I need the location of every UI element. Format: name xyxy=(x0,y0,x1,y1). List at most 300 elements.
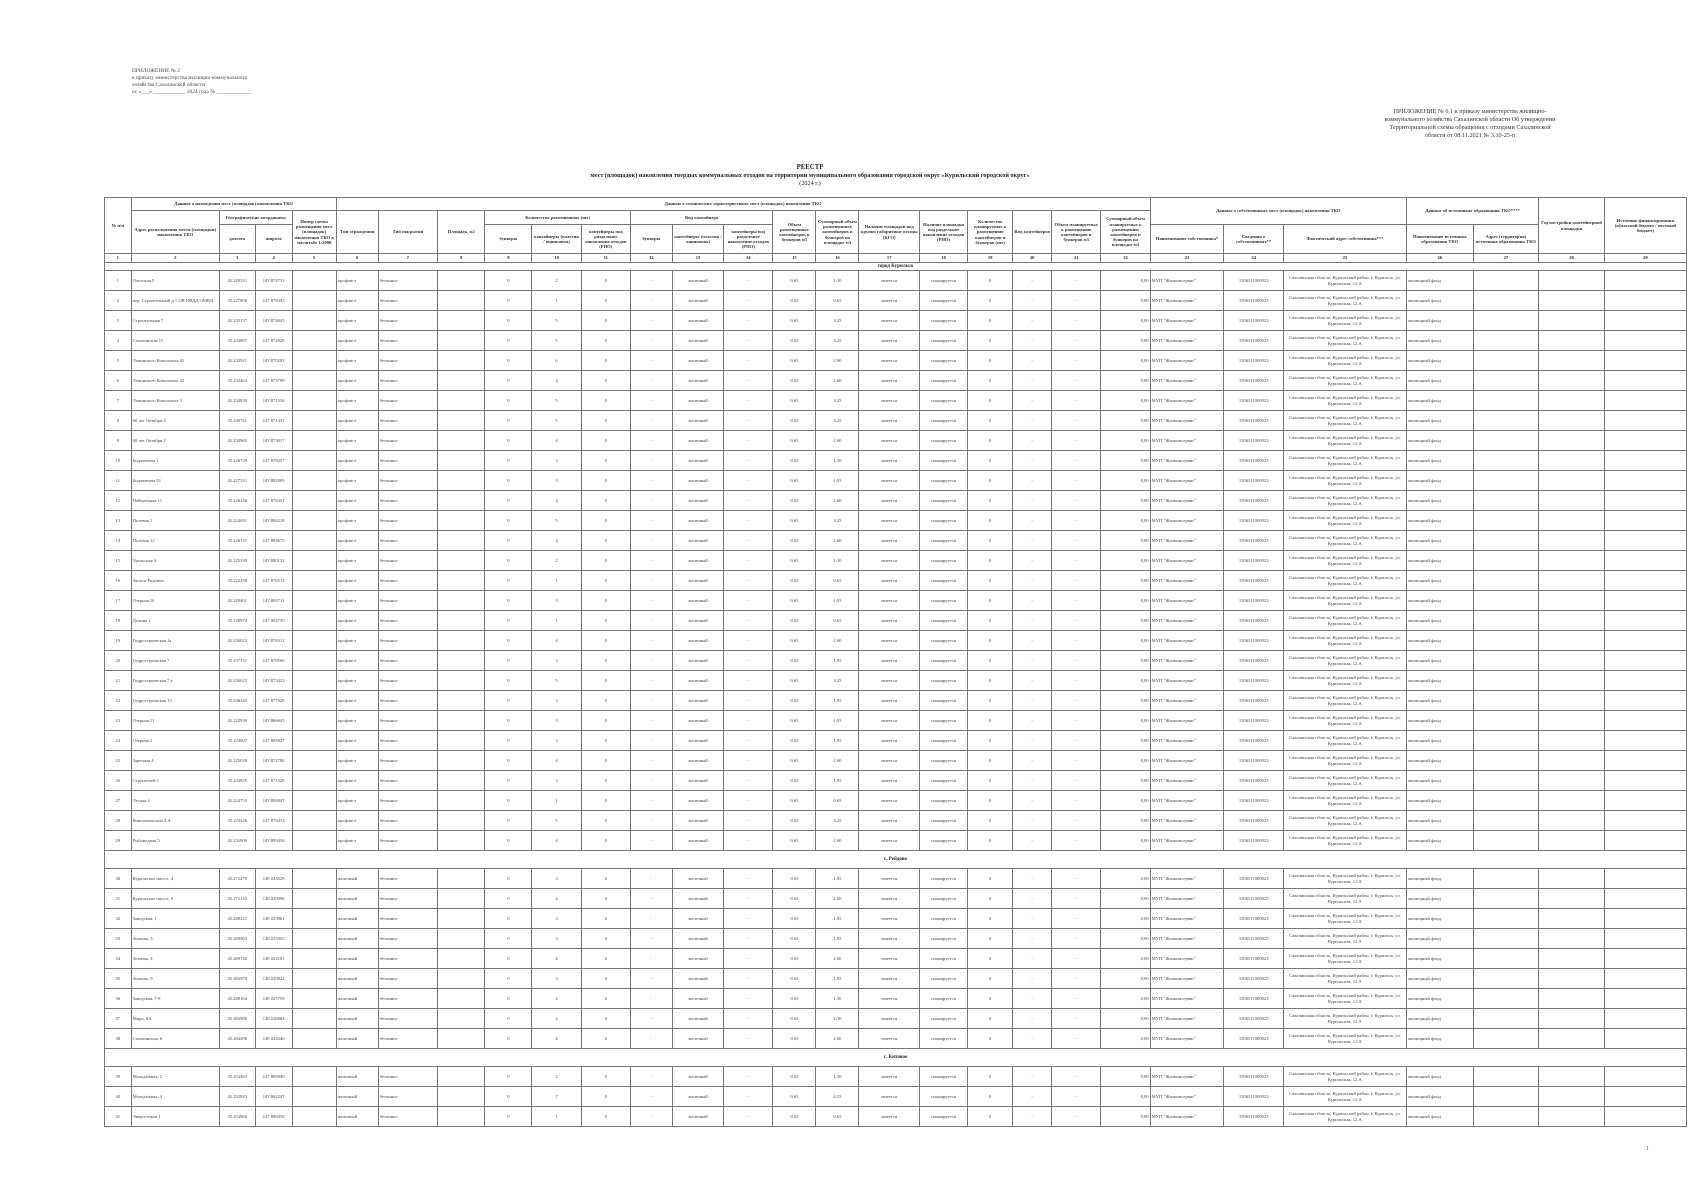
row-owner-info: 1506511000023 xyxy=(1224,671,1283,691)
row-bunker-type: - xyxy=(630,889,672,909)
row-volume-total: 2,60 xyxy=(816,531,859,551)
row-funding xyxy=(1604,869,1686,889)
table-row xyxy=(105,551,1687,571)
row-bunkers: 0 xyxy=(485,811,532,831)
row-cover: бетонное xyxy=(378,671,437,691)
row-build-year xyxy=(1539,989,1605,1009)
row-source-address xyxy=(1473,731,1539,751)
row-address: Гидростроевская 7 а xyxy=(131,671,219,691)
row-plan-volume: - xyxy=(1052,909,1101,929)
title-registry: РЕЕСТР xyxy=(796,164,824,171)
row-rno-area: планируется xyxy=(919,751,967,771)
table-row xyxy=(105,751,1687,771)
row-scheme xyxy=(292,869,336,889)
row-bunker-type: - xyxy=(630,1087,672,1107)
row-build-year xyxy=(1539,771,1605,791)
approval-stamp-right xyxy=(1350,108,1590,140)
row-build-year xyxy=(1539,909,1605,929)
row-scheme xyxy=(292,471,336,491)
row-area xyxy=(438,571,485,591)
row-volume-placed: 0,65 xyxy=(773,889,816,909)
row-longitude: 148.025955 xyxy=(255,929,292,949)
row-owner-info: 1506511000023 xyxy=(1224,351,1283,371)
row-owner: МУП "Жилкомсервис" xyxy=(1150,811,1224,831)
row-latitude: 45.222258 xyxy=(219,571,255,591)
row-owner-address: Сахалинская область, Курильский район, г. Курильск, ул. Курильская, 12 А xyxy=(1283,831,1406,851)
row-plan-volume: - xyxy=(1052,1067,1101,1087)
row-kgo: имеется xyxy=(859,411,919,431)
row-source: жилищный фонд xyxy=(1406,291,1473,311)
row-plan-volume: - xyxy=(1052,271,1101,291)
row-containers: 5 xyxy=(532,671,581,691)
row-container-type: железный xyxy=(672,591,723,611)
row-number: 35 xyxy=(105,969,132,989)
row-cover: бетонное xyxy=(378,949,437,969)
row-owner: МУП "Жилкомсервис" xyxy=(1150,451,1224,471)
row-owner-address: Сахалинская область, Курильский район, г. Курильск, ул. Курильская, 12 А xyxy=(1283,511,1406,531)
row-volume-total: 1,30 xyxy=(816,989,859,1009)
row-containers: 1 xyxy=(532,571,581,591)
row-container-rno-type: - xyxy=(724,511,773,531)
row-volume-placed: 0,65 xyxy=(773,671,816,691)
row-fence: железный xyxy=(336,949,378,969)
row-owner: МУП "Жилкомсервис" xyxy=(1150,929,1224,949)
row-plan-volume: - xyxy=(1052,331,1101,351)
approval-right-line: ПРИЛОЖЕНИЕ № 6.1 к приказу министерства жилищно- xyxy=(1393,108,1547,115)
row-volume-placed: 0,65 xyxy=(773,929,816,949)
row-cover: бетонное xyxy=(378,791,437,811)
column-number: 29 xyxy=(1604,254,1686,263)
row-plan-volume: - xyxy=(1052,989,1101,1009)
row-funding xyxy=(1604,1009,1686,1029)
row-container-type: железный xyxy=(672,1087,723,1107)
row-plan-qty: 0 xyxy=(968,869,1013,889)
row-container-rno-type: - xyxy=(724,411,773,431)
row-volume-total: 3,25 xyxy=(816,511,859,531)
row-container-rno-type: - xyxy=(724,889,773,909)
row-containers: 4 xyxy=(532,431,581,451)
row-volume-placed: 0,65 xyxy=(773,631,816,651)
row-owner: МУП "Жилкомсервис" xyxy=(1150,989,1224,1009)
row-longitude: 148.026804 xyxy=(255,1009,292,1029)
row-rno-area: планируется xyxy=(919,531,967,551)
row-address: Заводская, 7-9 xyxy=(131,989,219,1009)
row-kgo: имеется xyxy=(859,691,919,711)
row-source-address xyxy=(1473,591,1539,611)
row-source-address xyxy=(1473,571,1539,591)
table-row xyxy=(105,531,1687,551)
row-latitude: 45.272479 xyxy=(219,869,255,889)
row-owner-address: Сахалинская область, Курильский район, г. Курильск, ул. Курильская, 12 А xyxy=(1283,351,1406,371)
row-volume-total: 3,90 xyxy=(816,351,859,371)
row-source-address xyxy=(1473,471,1539,491)
row-plan-qty: 0 xyxy=(968,551,1013,571)
row-kgo: имеется xyxy=(859,631,919,651)
row-build-year xyxy=(1539,431,1605,451)
row-containers: 2 xyxy=(532,271,581,291)
row-area xyxy=(438,611,485,631)
table-row xyxy=(105,949,1687,969)
row-bunkers: 0 xyxy=(485,571,532,591)
row-source-address xyxy=(1473,929,1539,949)
row-owner-address: Сахалинская область, Курильский район, г. Курильск, ул. Курильская, 12 А xyxy=(1283,1009,1406,1029)
row-cover: бетонное xyxy=(378,909,437,929)
row-number: 28 xyxy=(105,811,132,831)
row-cover: бетонное xyxy=(378,1087,437,1107)
row-plan-total: 0,00 xyxy=(1101,1087,1150,1107)
row-containers: 2 xyxy=(532,1067,581,1087)
table-row xyxy=(105,1029,1687,1049)
row-owner-info: 1506511000023 xyxy=(1224,571,1283,591)
row-owner-address: Сахалинская область, Курильский район, г. Курильск, ул. Курильская, 12 А xyxy=(1283,791,1406,811)
table-row xyxy=(105,471,1687,491)
row-container-type: железный xyxy=(672,451,723,471)
row-plan-qty: 0 xyxy=(968,771,1013,791)
row-containers-rno: 0 xyxy=(581,671,630,691)
row-address: Курильское шоссе, 8 xyxy=(131,889,219,909)
row-volume-total: 1,30 xyxy=(816,451,859,471)
row-plan-volume: - xyxy=(1052,291,1101,311)
row-plan-type: - xyxy=(1013,371,1052,391)
row-plan-total: 0,00 xyxy=(1101,491,1150,511)
row-plan-volume: - xyxy=(1052,791,1101,811)
row-latitude: 45.225339 xyxy=(219,551,255,571)
row-plan-qty: 0 xyxy=(968,271,1013,291)
header-owner-address: Фактический адрес собственника*** xyxy=(1283,225,1406,254)
row-plan-type: - xyxy=(1013,1009,1052,1029)
row-source: жилищный фонд xyxy=(1406,989,1473,1009)
row-rno-area: планируется xyxy=(919,631,967,651)
row-latitude: 45.233825 xyxy=(219,771,255,791)
table-row xyxy=(105,711,1687,731)
row-fence: профлист xyxy=(336,771,378,791)
row-bunker-type: - xyxy=(630,811,672,831)
row-source: жилищный фонд xyxy=(1406,651,1473,671)
row-scheme xyxy=(292,811,336,831)
row-owner: МУП "Жилкомсервис" xyxy=(1150,331,1224,351)
row-owner: МУП "Жилкомсервис" xyxy=(1150,791,1224,811)
row-source-address xyxy=(1473,791,1539,811)
row-plan-volume: - xyxy=(1052,611,1101,631)
row-kgo: имеется xyxy=(859,671,919,691)
row-containers-rno: 0 xyxy=(581,711,630,731)
row-fence: профлист xyxy=(336,371,378,391)
row-volume-placed: 0,65 xyxy=(773,869,816,889)
row-bunkers: 0 xyxy=(485,431,532,451)
row-bunkers: 0 xyxy=(485,711,532,731)
row-volume-total: 2,60 xyxy=(816,371,859,391)
row-source-address xyxy=(1473,771,1539,791)
row-fence: железный xyxy=(336,909,378,929)
row-owner: МУП "Жилкомсервис" xyxy=(1150,949,1224,969)
row-containers: 5 xyxy=(532,331,581,351)
row-container-rno-type: - xyxy=(724,391,773,411)
row-plan-total: 0,00 xyxy=(1101,471,1150,491)
row-number: 37 xyxy=(105,1009,132,1029)
row-plan-qty: 0 xyxy=(968,909,1013,929)
row-containers: 5 xyxy=(532,311,581,331)
row-owner-info: 1506511000023 xyxy=(1224,811,1283,831)
row-container-rno-type: - xyxy=(724,1009,773,1029)
row-volume-total: 1,95 xyxy=(816,591,859,611)
row-latitude: 45.266979 xyxy=(219,969,255,989)
row-owner-info: 1506511000023 xyxy=(1224,929,1283,949)
table-row xyxy=(105,1087,1687,1107)
row-bunker-type: - xyxy=(630,271,672,291)
row-latitude: 45.224097 xyxy=(219,731,255,751)
row-plan-type: - xyxy=(1013,791,1052,811)
row-owner-address: Сахалинская область, Курильский район, г. Курильск, ул. Курильская, 12 А xyxy=(1283,691,1406,711)
row-rno-area: планируется xyxy=(919,771,967,791)
row-source-address xyxy=(1473,969,1539,989)
row-plan-total: 0,00 xyxy=(1101,311,1150,331)
row-address: Уральская 4 xyxy=(131,551,219,571)
row-container-type: железный xyxy=(672,831,723,851)
row-owner: МУП "Жилкомсервис" xyxy=(1150,471,1224,491)
row-plan-volume: - xyxy=(1052,811,1101,831)
row-containers: 5 xyxy=(532,391,581,411)
table-row xyxy=(105,691,1687,711)
header-containers-rso: контейнеры под раздельное накопление отходов (РНО) xyxy=(581,225,630,254)
row-bunkers: 0 xyxy=(485,411,532,431)
row-containers: 6 xyxy=(532,351,581,371)
row-source: жилищный фонд xyxy=(1406,691,1473,711)
row-latitude: 45.237151 xyxy=(219,651,255,671)
row-scheme xyxy=(292,731,336,751)
row-volume-placed: 0,65 xyxy=(773,271,816,291)
row-latitude: 45.229401 xyxy=(219,591,255,611)
row-owner: МУП "Жилкомсервис" xyxy=(1150,909,1224,929)
row-volume-placed: 0,65 xyxy=(773,311,816,331)
row-plan-type: - xyxy=(1013,651,1052,671)
row-source: жилищный фонд xyxy=(1406,711,1473,731)
row-plan-qty: 0 xyxy=(968,651,1013,671)
row-container-rno-type: - xyxy=(724,271,773,291)
row-longitude: 147.882009 xyxy=(255,471,292,491)
row-owner-info: 1506511000023 xyxy=(1224,731,1283,751)
row-latitude: 45.269993 xyxy=(219,929,255,949)
row-kgo: имеется xyxy=(859,311,919,331)
row-latitude: 45.227808 xyxy=(219,291,255,311)
row-fence: профлист xyxy=(336,391,378,411)
row-bunkers: 0 xyxy=(485,611,532,631)
row-plan-total: 0,00 xyxy=(1101,751,1150,771)
row-address: Молодёжная, 4 xyxy=(131,1087,219,1107)
row-funding xyxy=(1604,311,1686,331)
column-number: 13 xyxy=(672,254,723,263)
row-volume-placed: 0,65 xyxy=(773,351,816,371)
row-build-year xyxy=(1539,889,1605,909)
row-bunkers: 0 xyxy=(485,591,532,611)
row-area xyxy=(438,811,485,831)
row-plan-qty: 0 xyxy=(968,591,1013,611)
row-container-rno-type: - xyxy=(724,311,773,331)
row-volume-total: 1,95 xyxy=(816,691,859,711)
row-plan-volume: - xyxy=(1052,1107,1101,1127)
row-address: Озерная 2 xyxy=(131,731,219,751)
row-longitude: 147.873423 xyxy=(255,671,292,691)
row-scheme xyxy=(292,909,336,929)
row-rno-area: планируется xyxy=(919,989,967,1009)
header-scheme: Номер схемы размещения мест (площадок) накопления ТКО в масштабе 1:2000 xyxy=(292,211,336,254)
row-container-type: железный xyxy=(672,651,723,671)
row-volume-total: 1,30 xyxy=(816,1067,859,1087)
row-plan-volume: - xyxy=(1052,1009,1101,1029)
row-plan-volume: - xyxy=(1052,691,1101,711)
row-scheme xyxy=(292,351,336,371)
row-volume-total: 1,95 xyxy=(816,771,859,791)
row-number: 32 xyxy=(105,909,132,929)
row-bunker-type: - xyxy=(630,331,672,351)
table-row xyxy=(105,491,1687,511)
row-funding xyxy=(1604,591,1686,611)
row-owner: МУП "Жилкомсервис" xyxy=(1150,371,1224,391)
table-row xyxy=(105,271,1687,291)
row-container-type: железный xyxy=(672,571,723,591)
row-scheme xyxy=(292,989,336,1009)
row-kgo: имеется xyxy=(859,969,919,989)
row-source-address xyxy=(1473,811,1539,831)
row-cover: бетонное xyxy=(378,451,437,471)
row-volume-placed: 0,65 xyxy=(773,511,816,531)
row-scheme xyxy=(292,551,336,571)
table-row xyxy=(105,909,1687,929)
row-owner: МУП "Жилкомсервис" xyxy=(1150,531,1224,551)
row-container-rno-type: - xyxy=(724,711,773,731)
row-funding xyxy=(1604,471,1686,491)
row-containers-rno: 0 xyxy=(581,1087,630,1107)
row-cover: бетонное xyxy=(378,771,437,791)
row-plan-type: - xyxy=(1013,1029,1052,1049)
header-group-sources: Данные об источниках образования ТКО**** xyxy=(1406,198,1538,225)
row-source-address xyxy=(1473,491,1539,511)
row-plan-volume: - xyxy=(1052,969,1101,989)
row-bunker-type: - xyxy=(630,531,672,551)
row-kgo: имеется xyxy=(859,491,919,511)
row-container-type: железный xyxy=(672,551,723,571)
row-containers-rno: 0 xyxy=(581,371,630,391)
row-area xyxy=(438,551,485,571)
row-source-address xyxy=(1473,611,1539,631)
row-address: Бидачевича 1 xyxy=(131,451,219,471)
column-number: 6 xyxy=(336,254,378,263)
row-kgo: имеется xyxy=(859,1009,919,1029)
row-bunker-type: - xyxy=(630,791,672,811)
row-build-year xyxy=(1539,591,1605,611)
row-scheme xyxy=(292,491,336,511)
row-area xyxy=(438,969,485,989)
row-container-type: железный xyxy=(672,889,723,909)
row-funding xyxy=(1604,291,1686,311)
row-longitude: 147.885940 xyxy=(255,1067,292,1087)
row-container-rno-type: - xyxy=(724,989,773,1009)
row-source: жилищный фонд xyxy=(1406,451,1473,471)
row-cover: бетонное xyxy=(378,691,437,711)
row-volume-total: 2,60 xyxy=(816,949,859,969)
row-plan-total: 0,00 xyxy=(1101,451,1150,471)
table-row xyxy=(105,1107,1687,1127)
column-number: 24 xyxy=(1224,254,1283,263)
row-owner: МУП "Жилкомсервис" xyxy=(1150,591,1224,611)
row-bunkers: 0 xyxy=(485,1009,532,1029)
row-plan-volume: - xyxy=(1052,391,1101,411)
row-number: 41 xyxy=(105,1107,132,1127)
row-volume-placed: 0,65 xyxy=(773,1029,816,1049)
row-containers-rno: 0 xyxy=(581,949,630,969)
row-plan-type: - xyxy=(1013,271,1052,291)
table-row xyxy=(105,291,1687,311)
row-longitude: 147.898456 xyxy=(255,1107,292,1127)
row-container-type: железный xyxy=(672,969,723,989)
row-volume-placed: 0,65 xyxy=(773,1087,816,1107)
row-kgo: имеется xyxy=(859,531,919,551)
row-plan-type: - xyxy=(1013,989,1052,1009)
row-owner-info: 1506511000023 xyxy=(1224,291,1283,311)
row-fence: профлист xyxy=(336,451,378,471)
row-container-rno-type: - xyxy=(724,969,773,989)
row-source: жилищный фонд xyxy=(1406,751,1473,771)
row-containers-rno: 0 xyxy=(581,771,630,791)
row-plan-type: - xyxy=(1013,571,1052,591)
row-kgo: имеется xyxy=(859,271,919,291)
section-header: с. Китовое xyxy=(105,1049,1687,1067)
table-row xyxy=(105,989,1687,1009)
row-area xyxy=(438,271,485,291)
row-owner-info: 1506511000023 xyxy=(1224,1029,1283,1049)
row-container-type: железный xyxy=(672,751,723,771)
row-funding xyxy=(1604,371,1686,391)
row-bunkers: 0 xyxy=(485,889,532,909)
row-volume-placed: 0,65 xyxy=(773,711,816,731)
row-build-year xyxy=(1539,1067,1605,1087)
row-owner-address: Сахалинская область, Курильский район, г. Курильск, ул. Курильская, 12 А xyxy=(1283,431,1406,451)
row-address: 60 лет Октября 4 xyxy=(131,411,219,431)
row-longitude: 147.872786 xyxy=(255,751,292,771)
row-container-type: железный xyxy=(672,491,723,511)
header-build-year: Год постройки контейнерной площадки xyxy=(1539,198,1605,254)
row-latitude: 45.230965 xyxy=(219,431,255,451)
header-containers: контейнеры (пластик / оцинковка) xyxy=(532,225,581,254)
row-container-type: железный xyxy=(672,371,723,391)
row-owner-address: Сахалинская область, Курильский район, г. Курильск, ул. Курильская, 12 А xyxy=(1283,731,1406,751)
row-container-rno-type: - xyxy=(724,451,773,471)
row-latitude: 45.254960 xyxy=(219,1107,255,1127)
row-fence: профлист xyxy=(336,731,378,751)
row-owner-info: 1506511000023 xyxy=(1224,591,1283,611)
row-rno-area: планируется xyxy=(919,271,967,291)
row-source-address xyxy=(1473,271,1539,291)
row-kgo: имеется xyxy=(859,791,919,811)
row-plan-type: - xyxy=(1013,411,1052,431)
row-plan-qty: 0 xyxy=(968,1067,1013,1087)
row-fence: железный xyxy=(336,889,378,909)
row-number: 30 xyxy=(105,869,132,889)
row-funding xyxy=(1604,791,1686,811)
table-row xyxy=(105,631,1687,651)
row-containers: 1 xyxy=(532,791,581,811)
row-containers: 3 xyxy=(532,731,581,751)
row-owner-address: Сахалинская область, Курильский район, г. Курильск, ул. Курильская, 12 А xyxy=(1283,311,1406,331)
row-bunkers: 0 xyxy=(485,1067,532,1087)
row-plan-total: 0,00 xyxy=(1101,909,1150,929)
row-containers-rno: 0 xyxy=(581,1067,630,1087)
row-containers: 3 xyxy=(532,471,581,491)
row-area xyxy=(438,691,485,711)
column-number: 7 xyxy=(378,254,437,263)
row-source-address xyxy=(1473,1067,1539,1087)
row-plan-volume: - xyxy=(1052,651,1101,671)
row-owner: МУП "Жилкомсервис" xyxy=(1150,551,1224,571)
